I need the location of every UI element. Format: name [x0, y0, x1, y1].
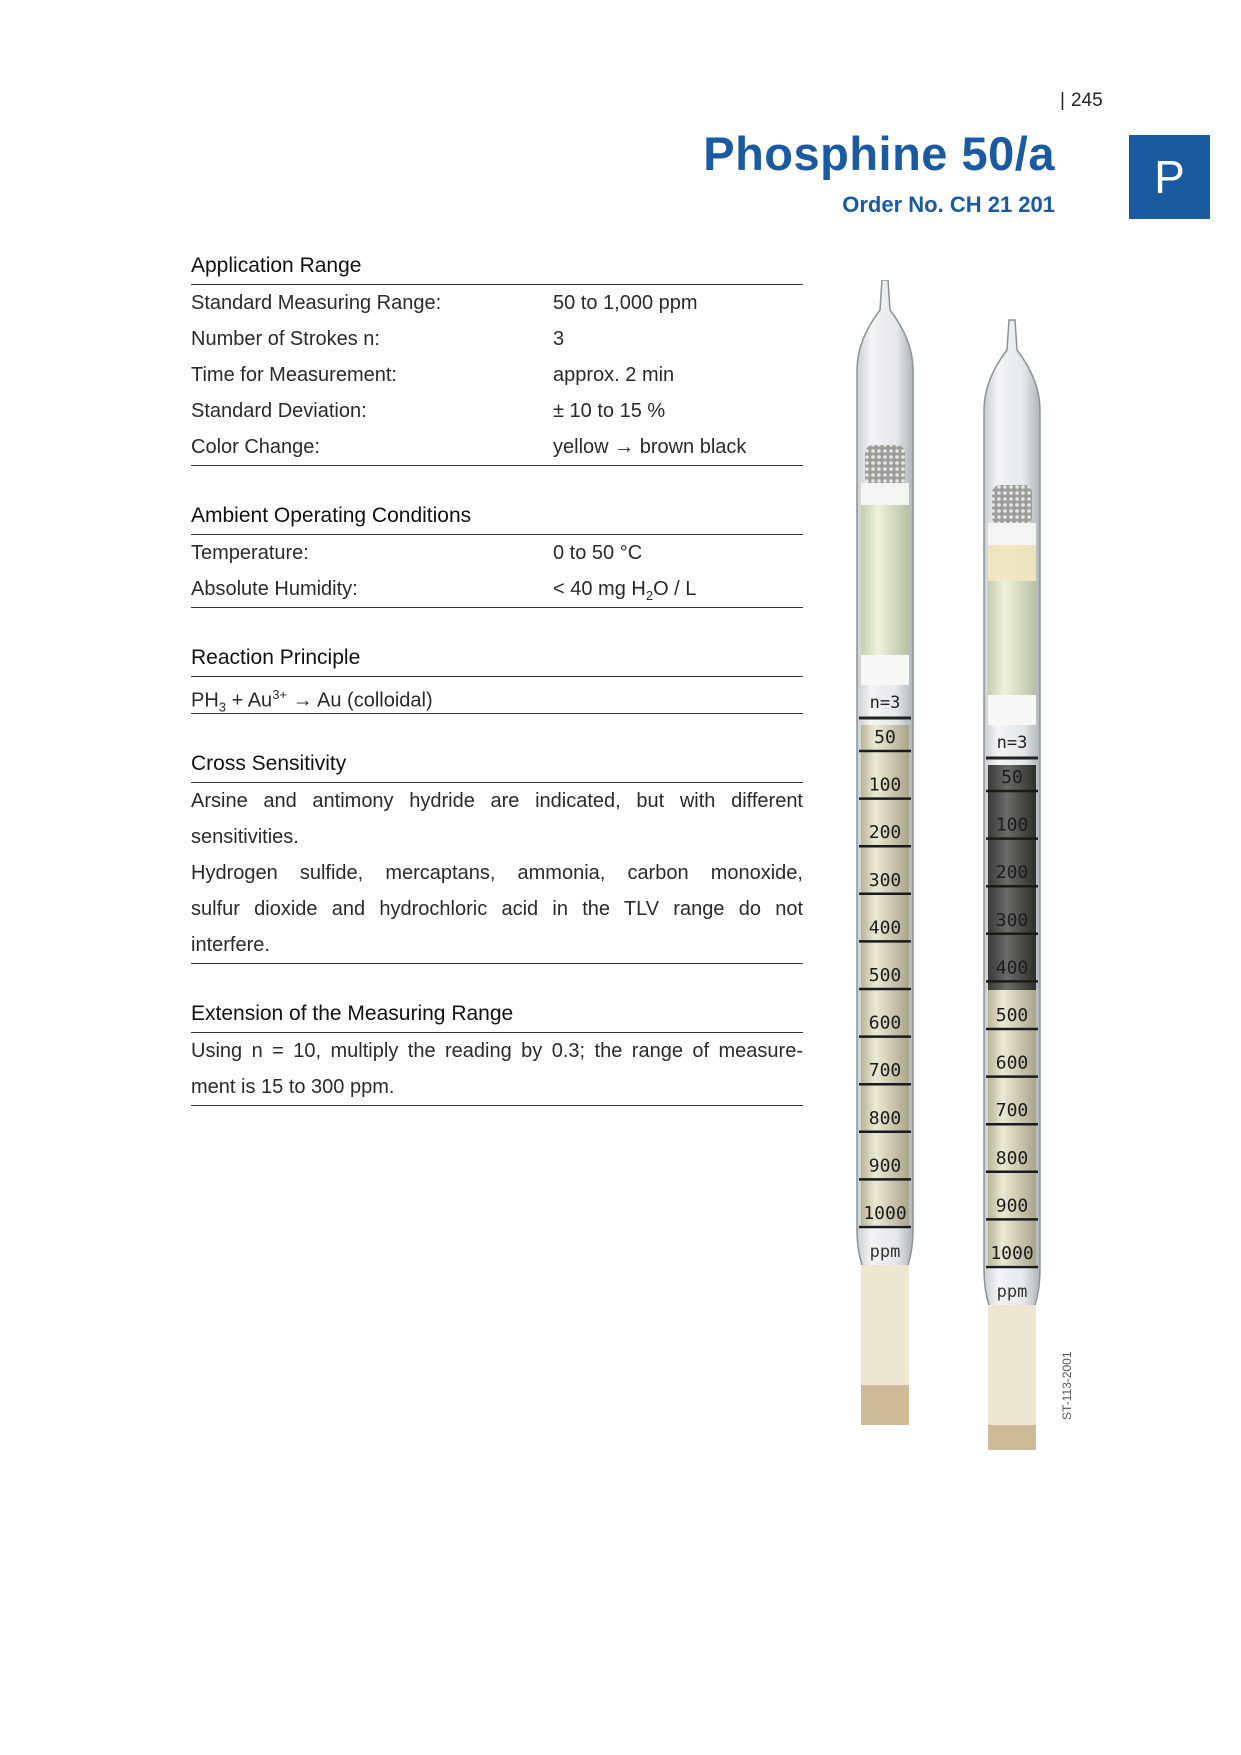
page-title: Phosphine 50/a [703, 127, 1055, 180]
paragraph-line: sulfur dioxide and hydrochloric acid in the TLV range do not [191, 898, 803, 920]
scale-label: 300 [995, 909, 1029, 931]
content [191, 248, 803, 1138]
unit-label: ppm [996, 1282, 1028, 1302]
paragraph-line: Hydrogen sulfide, mercaptans, ammonia, carbon monoxide, [191, 862, 803, 884]
scale-label: 900 [995, 1195, 1029, 1217]
tube-plug [988, 1425, 1036, 1450]
spec-row: Color Change: yellow → brown black [191, 436, 747, 458]
extension-section [191, 996, 803, 1106]
scale-label: 400 [995, 957, 1029, 979]
cross-sensitivity-heading: Cross Sensitivity [191, 746, 803, 783]
unused-tube [857, 280, 913, 1425]
scale-label: 50 [874, 727, 896, 748]
scale-label: 800 [995, 1147, 1029, 1169]
tube-white-band [861, 655, 909, 685]
spec-row: Time for Measurement: approx. 2 min [191, 364, 675, 386]
scale-label: 200 [868, 822, 902, 844]
application-range-section [191, 248, 803, 466]
scale-label: 300 [868, 869, 902, 891]
spec-row: Standard Deviation: ± 10 to 15 % [191, 400, 666, 422]
scale-label: 100 [995, 814, 1029, 836]
scale-label: 900 [868, 1155, 902, 1177]
tube-mesh [992, 485, 1032, 525]
scale-label: 600 [995, 1052, 1029, 1074]
image-reference: ST-113-2001 [1060, 1351, 1074, 1420]
extension-heading: Extension of the Measuring Range [191, 996, 803, 1033]
tube-reagent [861, 505, 909, 655]
scale-label: 700 [868, 1060, 902, 1082]
cross-sensitivity-section [191, 746, 803, 964]
page-number: | 245 [1060, 90, 1103, 111]
section-tab: P [1129, 135, 1210, 219]
tube-reagent-tint [988, 545, 1036, 581]
tube-prelayer [988, 523, 1036, 545]
scale-label: 100 [868, 774, 902, 796]
paragraph-line: Using n = 10, multiply the reading by 0.3; the range of measure- [191, 1040, 803, 1062]
spec-row: Number of Strokes n: 3 [191, 328, 565, 350]
tube-lower-fill [861, 1265, 909, 1385]
paragraph-line: interfere. [191, 934, 270, 956]
exposed-tube [984, 320, 1040, 1450]
detector-tubes-image [840, 280, 1070, 1450]
scale-label: 1000 [990, 1243, 1034, 1264]
unit-label: ppm [869, 1242, 901, 1262]
order-number: Order No. CH 21 201 [842, 192, 1055, 217]
scale-label: 600 [868, 1012, 902, 1034]
reaction-principle-heading: Reaction Principle [191, 640, 803, 677]
reaction-principle-section [191, 640, 803, 714]
scale-label: 50 [1001, 767, 1023, 788]
paragraph-line: sensitivities. [191, 826, 299, 848]
scale-label: 1000 [863, 1203, 907, 1224]
tube-white-band [988, 695, 1036, 725]
spec-row: Temperature: 0 to 50 °C [191, 542, 643, 564]
tube-prelayer [861, 483, 909, 505]
ambient-conditions-heading: Ambient Operating Conditions [191, 498, 803, 535]
scale-label: 500 [868, 965, 902, 986]
scale-label: 800 [868, 1107, 902, 1129]
strokes-label: n=3 [996, 733, 1028, 753]
spec-row: Standard Measuring Range: 50 to 1,000 ppm [191, 292, 698, 314]
ambient-conditions-section [191, 498, 803, 608]
tube-mesh [865, 445, 905, 485]
strokes-label: n=3 [869, 693, 901, 713]
scale-label: 500 [995, 1005, 1029, 1026]
scale-label: 200 [995, 862, 1029, 884]
scale-label: 700 [995, 1100, 1029, 1122]
spec-row: Absolute Humidity: < 40 mg $H_2O$ / L [191, 578, 697, 603]
paragraph-line: Arsine and antimony hydride are indicated, but with different [191, 790, 803, 812]
tube-lower-fill [988, 1305, 1036, 1425]
tube-plug [861, 1385, 909, 1425]
scale-label: 400 [868, 917, 902, 939]
reaction-formula: $PH_3 + Au^{3+} \to Au$ (colloidal) [191, 687, 433, 715]
application-range-heading: Application Range [191, 248, 803, 285]
paragraph-line: ment is 15 to 300 ppm. [191, 1076, 395, 1098]
